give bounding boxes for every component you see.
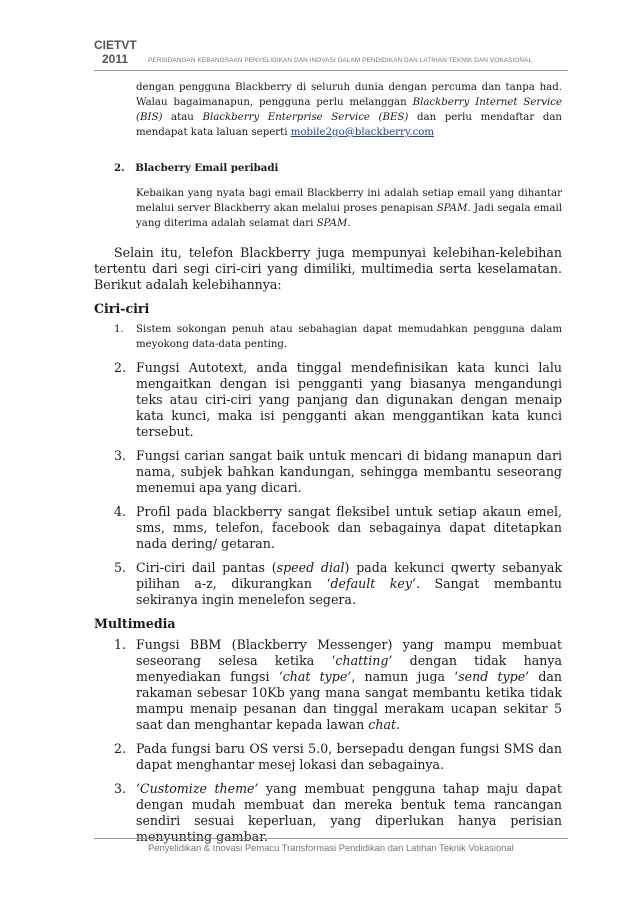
text-run: Ciri-ciri dail pantas ( xyxy=(136,560,277,575)
text-run: yang membuat pengguna tahap maju dapat dengan mudah membuat dan mereka bentuk tema rancangan sendiri sesuai keperluan, yang diperlukan hanya perisian menyunting gambar. xyxy=(136,781,562,844)
list-item xyxy=(94,637,562,733)
list-item xyxy=(94,360,562,440)
list-number: 4. xyxy=(114,504,127,519)
footer-divider xyxy=(94,838,568,839)
header-divider xyxy=(94,70,568,71)
list-item xyxy=(94,741,562,773)
text-run: . xyxy=(396,717,401,732)
header-year: 2011 xyxy=(102,52,129,66)
list-number: 1. xyxy=(114,324,124,335)
list-text: Profil pada blackberry sangat fleksibel untuk setiap akaun emel, sms, mms, telefon, facebook dan sebagainya dapat ditetapkan nada dering/ getaran. xyxy=(136,504,562,551)
list-item xyxy=(94,560,562,608)
list-text xyxy=(136,637,562,733)
email-text: Jadi segala email yang diterima adalah selamat dari xyxy=(136,203,563,229)
list-text xyxy=(136,560,562,608)
main-paragraph: Selain itu, telefon Blackberry juga mempunyai kelebihan-kelebihan tertentu dari segi ciri-ciri yang dimiliki, multimedia serta keselamatan. Berikut adalah kelebihannya: xyxy=(94,245,562,292)
list-item xyxy=(94,504,562,552)
list-number: 2. xyxy=(114,741,127,756)
list-text: Sistem sokongan penuh atau sebahagian dapat memudahkan pengguna dalam meyokong data-data penting. xyxy=(136,324,562,350)
footer-text: Penyelidikan & Inovasi Pemacu Transformasi Pendidikan dan Latihan Teknik Vokasional xyxy=(148,842,514,853)
text-run: dengan tidak hanya menyediakan fungsi ‘ xyxy=(136,653,562,684)
page-content xyxy=(94,80,562,853)
text-run: speed dial xyxy=(276,560,345,575)
multimedia-heading: Multimedia xyxy=(94,616,176,631)
text-run: Fungsi BBM (Blackberry Messenger) yang mampu membuat seseorang selesa ketika ‘ xyxy=(136,637,562,668)
spam-term: SPAM. xyxy=(436,203,471,214)
spam-term: SPAM. xyxy=(316,218,351,229)
text-run: dan rakaman sebesar 10Kb yang mana sangat membantu ketika tidak mampu menaip pesanan dan tinggal merakam ucapan sekitar 5 saat dan menghantar kepada lawan xyxy=(136,669,563,732)
header-org: CIETVT xyxy=(94,38,137,52)
header-block xyxy=(94,38,137,66)
list-number: 3. xyxy=(114,781,127,796)
email-link[interactable]: mobile2go@blackberry.com xyxy=(290,127,435,138)
list-number: 3. xyxy=(114,448,127,463)
email-section-body xyxy=(136,186,562,231)
list-item xyxy=(94,322,562,352)
text-run: default key’ xyxy=(330,576,417,591)
intro-text: dan perlu mendaftar dan mendapat kata laluan seperti xyxy=(136,112,562,138)
text-run: chat type’ xyxy=(282,669,352,684)
list-text: Fungsi Autotext, anda tinggal mendefinisikan kata kunci lalu mengaitkan dengan isi pengganti yang biasanya mengandungi teks atau ciri-ciri yang panjang dan digunakan dengan menaip kata kunci, maka isi pengganti akan menggantikan kata kunci tersebut. xyxy=(136,360,562,439)
list-number: 1. xyxy=(114,637,127,652)
text-run: ) pada kekunci qwerty sebanyak pilihan a-z, dikurangkan ‘ xyxy=(136,560,562,591)
text-run: chat xyxy=(368,717,397,732)
text-run: send type’ xyxy=(458,669,530,684)
text-run: chatting’ xyxy=(335,653,393,668)
email-section-number: 2. xyxy=(114,162,125,174)
list-text: Fungsi carian sangat baik untuk mencari di bidang manapun dari nama, subjek bahkan kandungan, sehingga membantu seseorang menemui apa yang dicari. xyxy=(136,448,562,495)
email-text: Kebaikan yang nyata bagi email Blackberry ini adalah setiap email yang dihantar melalui server Blackberry akan melalui proses penapisan xyxy=(136,188,562,214)
list-item xyxy=(94,448,562,496)
intro-bes: Blackberry Enterprise Service (BES) xyxy=(202,112,409,123)
intro-text: atau xyxy=(162,112,203,123)
intro-paragraph xyxy=(136,80,562,140)
list-item xyxy=(94,781,562,845)
list-text: Pada fungsi baru OS versi 5.0, bersepadu dengan fungsi SMS dan dapat menghantar mesej lokasi dan sebagainya. xyxy=(136,741,562,772)
email-section-title: Blacberry Email peribadi xyxy=(135,162,279,174)
intro-bis: Blackberry Internet Service (BIS) xyxy=(136,97,562,123)
list-number: 5. xyxy=(114,560,127,575)
intro-text: dengan pengguna Blackberry di seluruh dunia dengan percuma dan tanpa had. Walau bagaimanapun, pengguna perlu melanggan xyxy=(136,82,562,108)
ciri-heading: Ciri-ciri xyxy=(94,301,150,316)
email-section-heading xyxy=(114,162,562,174)
text-run: . Sangat membantu sekiranya ingin menelefon segera. xyxy=(136,576,563,607)
list-number: 2. xyxy=(114,360,127,375)
header-subtitle: PERSIDANGAN KEBANGSAAN PENYELIDIKAN DAN INOVASI DALAM PENDIDIKAN DAN LATIHAN TEKNIK DAN VOKASIONAL xyxy=(148,57,533,64)
list-text xyxy=(136,781,562,845)
text-run: , namun juga ‘ xyxy=(351,669,459,684)
text-run: ‘Customize theme’ xyxy=(136,781,259,796)
